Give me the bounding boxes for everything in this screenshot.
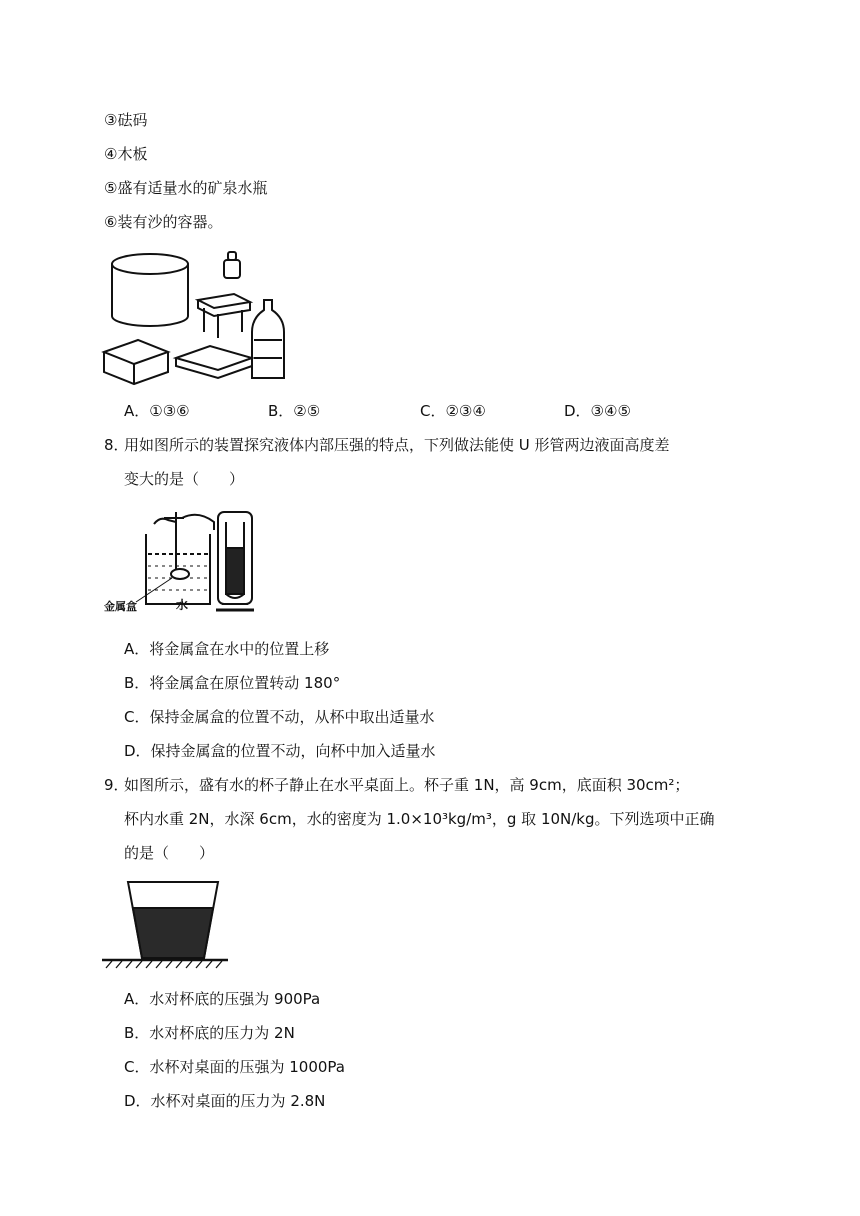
item-weights: ③砝码 — [104, 111, 148, 129]
q9-option-c: C．水杯对桌面的压强为 1000Pa — [124, 1058, 345, 1076]
q8-figure-label-water: 水 — [176, 598, 189, 612]
q7-option-d: D．③④⑤ — [564, 402, 631, 420]
q8-stem-line2: 变大的是（ ） — [124, 470, 245, 488]
item-board: ④木板 — [104, 145, 148, 163]
item-bottle: ⑤盛有适量水的矿泉水瓶 — [104, 179, 268, 197]
q9-option-d: D．水杯对桌面的压力为 2.8N — [124, 1092, 326, 1110]
q8-figure-label-box: 金属盒 — [104, 600, 137, 613]
q8-option-c: C．保持金属盒的位置不动，从杯中取出适量水 — [124, 708, 435, 726]
q7-option-b: B．②⑤ — [268, 402, 321, 420]
item-sand-container: ⑥装有沙的容器。 — [104, 213, 223, 231]
q7-figure — [100, 248, 290, 388]
q9-option-a: A．水对杯底的压强为 900Pa — [124, 990, 321, 1008]
q9-stem-line3: 的是（ ） — [124, 844, 215, 862]
q9-option-b: B．水对杯底的压力为 2N — [124, 1024, 295, 1042]
q9-stem-line1: 如图所示，盛有水的杯子静止在水平桌面上。杯子重 1N，高 9cm，底面积 30cm²； — [124, 776, 690, 794]
q8-option-d: D．保持金属盒的位置不动，向杯中加入适量水 — [124, 742, 436, 760]
q9-number: 9． — [104, 776, 129, 794]
q8-number: 8． — [104, 436, 129, 454]
q9-figure — [100, 878, 230, 970]
q9-stem-line2: 杯内水重 2N，水深 6cm，水的密度为 1.0×10³kg/m³，g 取 10N/kg。下列选项中正确 — [124, 810, 715, 828]
q8-option-a: A．将金属盒在水中的位置上移 — [124, 640, 330, 658]
q8-stem-line1: 用如图所示的装置探究液体内部压强的特点，下列做法能使 U 形管两边液面高度差 — [124, 436, 670, 454]
q8-option-b: B．将金属盒在原位置转动 180° — [124, 674, 341, 692]
q7-option-c: C．②③④ — [420, 402, 486, 420]
q7-option-a: A．①③⑥ — [124, 402, 190, 420]
